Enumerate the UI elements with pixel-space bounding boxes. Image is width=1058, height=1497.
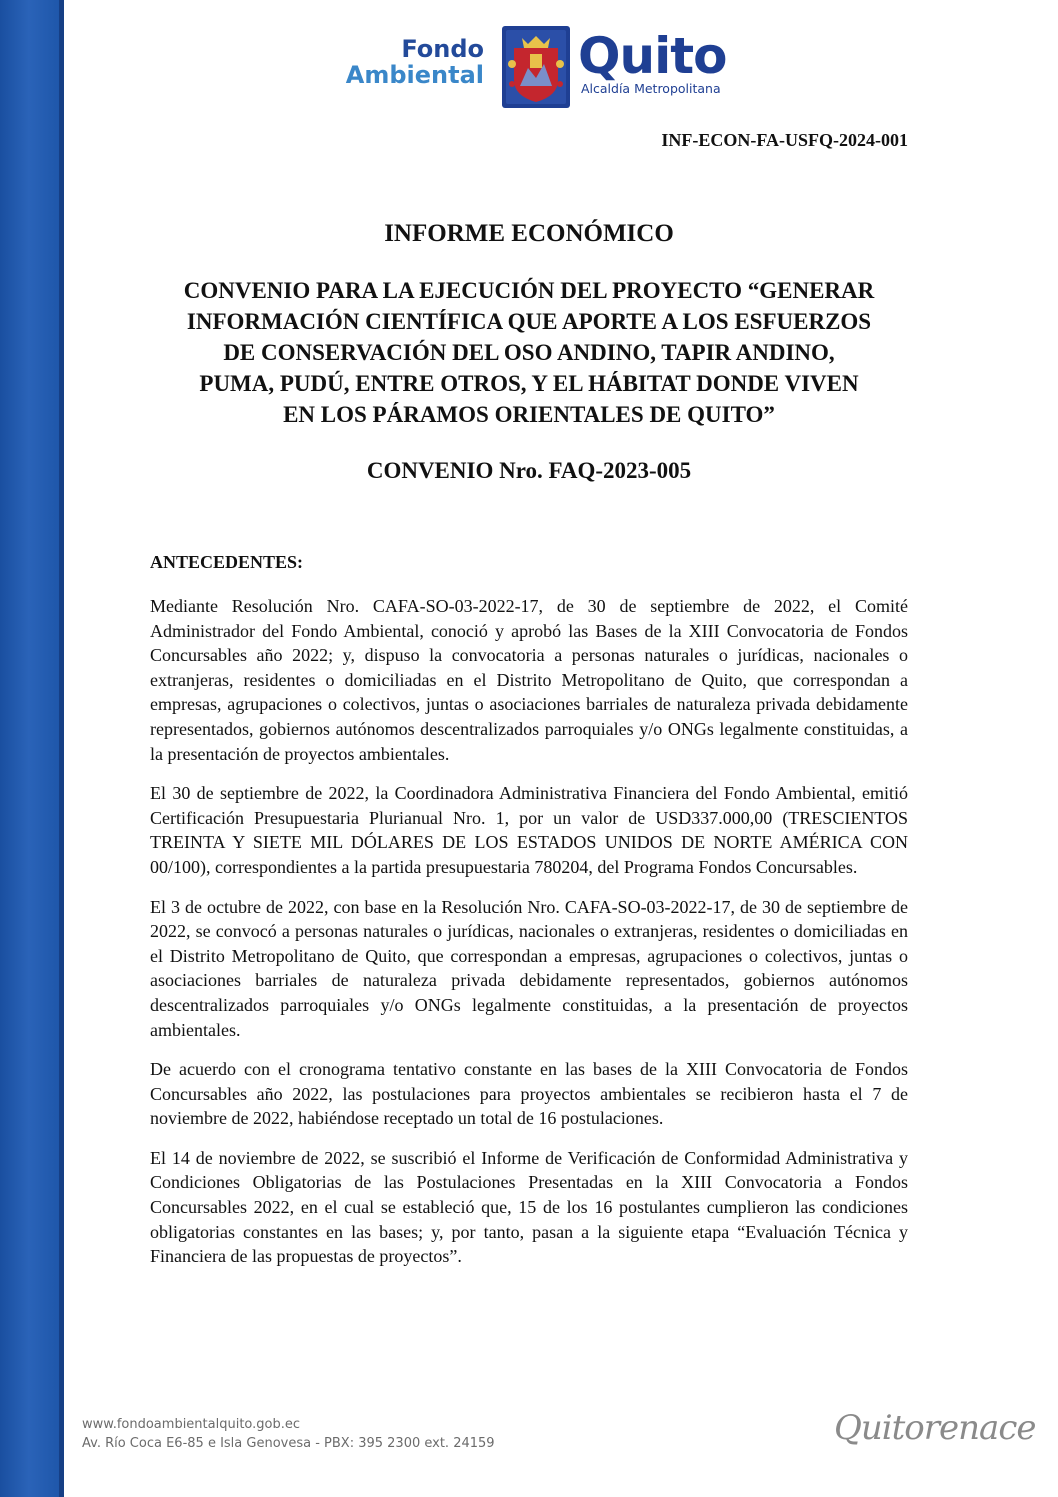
quito-logo	[578, 27, 727, 96]
agreement-number: CONVENIO Nro. FAQ-2023-005	[366, 458, 692, 483]
document-code: INF-ECON-FA-USFQ-2024-001	[661, 130, 908, 150]
logo-quito-subtitle: Alcaldía Metropolitana	[581, 81, 721, 96]
footer-slogan: Quitorenace	[834, 1408, 1036, 1448]
footer-contact	[82, 1415, 495, 1453]
subtitle-line: CONVENIO PARA LA EJECUCIÓN DEL PROYECTO “GENERAR	[183, 278, 875, 303]
logo-fondo-line1: Fondo	[401, 35, 484, 63]
paragraph: El 3 de octubre de 2022, con base en la Resolución Nro. CAFA-SO-03-2022-17, de 30 de septiembre de 2022, se convocó a personas naturales o jurídicas, nacionales o extranjeras, residentes o domiciliadas en el Distrito Metropolitano de Quito, que correspondan a empresas, agrupaciones o colectivos, juntas o asociaciones barriales de naturaleza privada debidamente representados, gobiernos autónomos descentralizados parroquiales y/o ONGs legalmente constituidas, a la presentación de proyectos ambientales.	[150, 896, 908, 1040]
footer-address: Av. Río Coca E6-85 e Isla Genovesa - PBX: 395 2300 ext. 24159	[82, 1436, 495, 1451]
paragraph: De acuerdo con el cronograma tentativo constante en las bases de la XIII Convocatoria de Fondos Concursables año 2022, las postulaciones para proyectos ambientales se recibieron hasta el 7 de noviembre de 2022, habiéndose receptado un total de 16 postulaciones.	[150, 1059, 908, 1129]
footer-website: www.fondoambientalquito.gob.ec	[82, 1417, 301, 1432]
paragraph: El 30 de septiembre de 2022, la Coordinadora Administrativa Financiera del Fondo Ambiental, emitió Certificación Presupuestaria Plurianual Nro. 1, por un valor de USD337.000,00 (TRESCIENTOS TREINTA Y SIETE MIL DÓLARES DE LOS ESTADOS UNIDOS DE NORTE AMÉRICA CON 00/100), correspondientes a la partida presupuestaria 780204, del Programa Fondos Concursables.	[150, 783, 908, 877]
subtitle-line: EN LOS PÁRAMOS ORIENTALES DE QUITO”	[283, 402, 775, 427]
fondo-ambiental-logo	[312, 36, 484, 88]
agreement-subtitle	[150, 275, 908, 430]
subtitle-line: PUMA, PUDÚ, ENTRE OTROS, Y EL HÁBITAT DONDE VIVEN	[199, 371, 859, 396]
subtitle-line: DE CONSERVACIÓN DEL OSO ANDINO, TAPIR ANDINO,	[223, 340, 835, 365]
paragraph: Mediante Resolución Nro. CAFA-SO-03-2022-17, de 30 de septiembre de 2022, el Comité Administrador del Fondo Ambiental, conoció y aprobó las Bases de la XIII Convocatoria de Fondos Concursables año 2022; y, dispuso la convocatoria a personas naturales o jurídicas, nacionales o extranjeras, residentes o domiciliadas en el Distrito Metropolitano de Quito, que correspondan a empresas, agrupaciones o colectivos, juntas o asociaciones barriales de naturaleza privada debidamente representados, gobiernos autónomos descentralizados parroquiales y/o ONGs legalmente constituidas, a la presentación de proyectos ambientales.	[150, 596, 908, 764]
paragraph: El 14 de noviembre de 2022, se suscribió el Informe de Verificación de Conformidad Administrativa y Condiciones Obligatorias de las Postulaciones Presentadas en la XIII Convocatoria a Fondos Concursables 2022, en el cual se estableció que, 15 de los 16 postulantes cumplieron las condiciones obligatorias constantes en las bases; y, por tanto, pasan a la siguiente etapa “Evaluación Técnica y Financiera de las propuestas de proyectos”.	[150, 1147, 908, 1267]
body-paragraphs	[150, 594, 908, 1284]
logo-quito-wordmark: Quito	[578, 27, 727, 85]
side-color-band	[0, 0, 64, 1497]
quito-coat-of-arms-icon	[500, 24, 572, 110]
document-title: INFORME ECONÓMICO	[384, 220, 674, 247]
section-heading: ANTECEDENTES:	[150, 552, 304, 572]
logo-fondo-line2: Ambiental	[345, 61, 484, 89]
subtitle-line: INFORMACIÓN CIENTÍFICA QUE APORTE A LOS ESFUERZOS	[186, 309, 872, 334]
